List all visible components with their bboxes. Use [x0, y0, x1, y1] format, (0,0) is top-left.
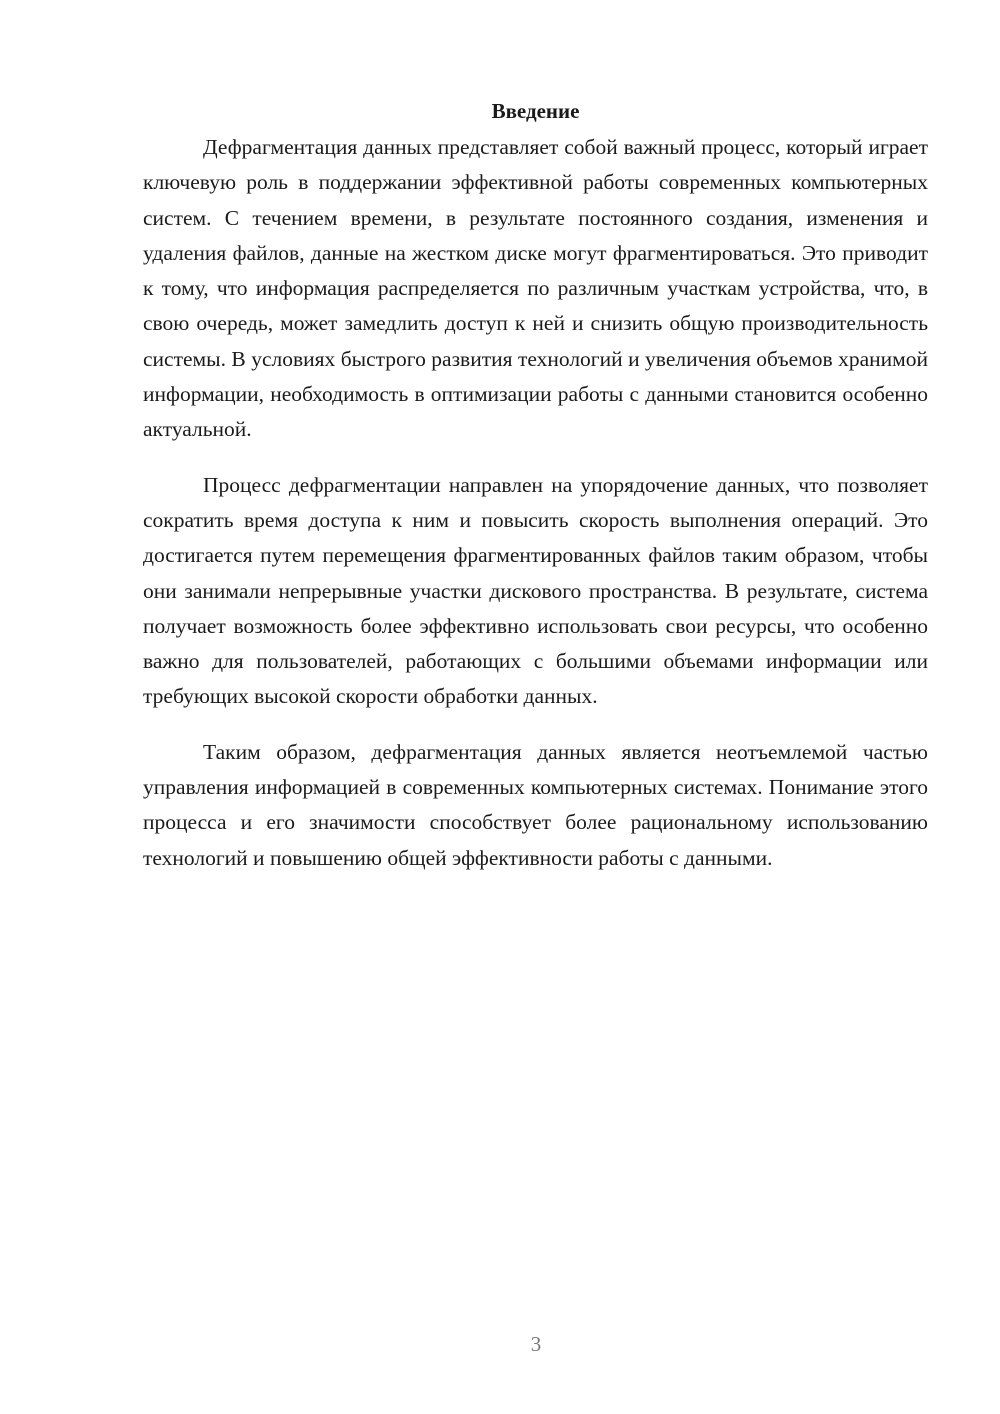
page-number: 3 [530, 1332, 542, 1356]
page-content [143, 96, 928, 896]
paragraph-3: Таким образом, дефрагментация данных является неотъемлемой частью управления информацией в современных компьютерных системах. Понимание этого процесса и его значимости способствует более рациональному использованию технологий и повышению общей эффективности работы с данными. [143, 739, 928, 870]
page-title: Введение [491, 99, 580, 123]
paragraph-1: Дефрагментация данных представляет собой важный процесс, который играет ключевую роль в поддержании эффективной работы современных компьютерных систем. С течением времени, в результате постоянного создания, изменения и удаления файлов, данные на жестком диске могут фрагментироваться. Это приводит к тому, что информация распределяется по различным участкам устройства, что, в свою очередь, может замедлить доступ к ней и снизить общую производительность системы. В условиях быстрого развития технологий и увеличения объемов хранимой информации, необходимость в оптимизации работы с данными становится особенно актуальной. [143, 135, 928, 442]
paragraph-2: Процесс дефрагментации направлен на упорядочение данных, что позволяет сократить время доступа к ним и повысить скорость выполнения операций. Это достигается путем перемещения фрагментированных файлов таким образом, чтобы они занимали непрерывные участки дискового пространства. В результате, система получает возможность более эффективно использовать свои ресурсы, что особенно важно для пользователей, работающих с большими объемами информации или требующих высокой скорости обработки данных. [143, 472, 928, 709]
